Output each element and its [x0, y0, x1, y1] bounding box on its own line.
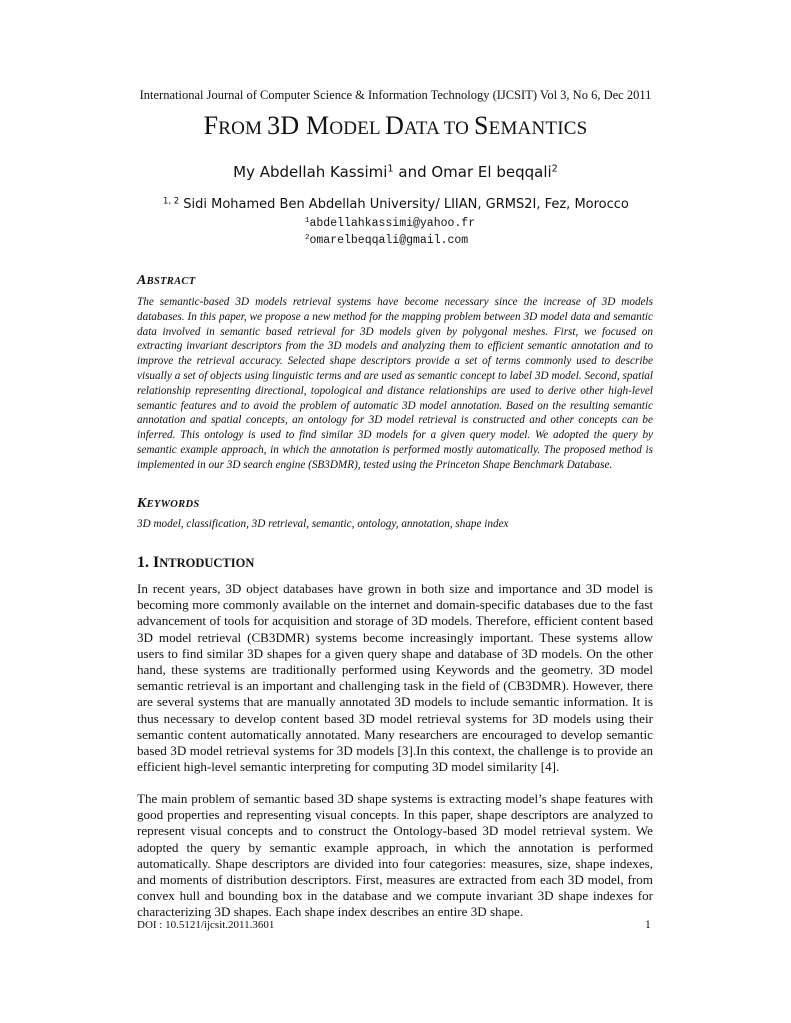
heading-cap: A — [137, 273, 147, 288]
page-number: 1 — [645, 919, 651, 931]
email-superscript: 1 — [305, 216, 310, 225]
title-smallcaps: ODEL — [329, 118, 386, 139]
title-smallcaps: ROM — [218, 118, 268, 139]
affiliation — [163, 197, 629, 212]
heading-number: 1. I — [137, 554, 160, 571]
title-smallcaps: EMANTICS — [488, 118, 588, 139]
author-line — [0, 163, 791, 181]
introduction-heading — [137, 554, 254, 572]
author-superscript: 2 — [551, 163, 558, 175]
abstract-text: The semantic-based 3D models retrieval systems have become necessary since the increase of 3D models databases. In this paper, we propose a new method for the mapping problem between 3D model data and semantic data involved in semantic based retrieval for 3D models given by polygonal meshes. First, we focused on extracting invariant descriptors from the 3D models and analyzing them to efficient semantic annotation and to improve the retrieval accuracy. Selected shape descriptors provide a set of terms commonly used to describe visually a set of objects using linguistic terms and are used as semantic concept to label 3D model. Second, spatial relationship representing directional, topological and distance relationships are used to derive other high-level semantic features and to avoid the problem of automatic 3D model annotation. Based on the resulting semantic annotation and spatial concepts, an ontology for 3D model retrieval is constructed and other concepts can be inferred. This ontology is used to find similar 3D models for a given query model. We adopted the query by semantic example approach, in which the annotation is performed mostly automatically. The proposed method is implemented in our 3D search engine (SB3DMR), tested using the Princeton Shape Benchmark Database. — [137, 296, 653, 471]
heading-cap: K — [137, 496, 147, 511]
keywords-text: 3D model, classification, 3D retrieval, semantic, ontology, annotation, shape index — [137, 518, 509, 530]
journal-header: International Journal of Computer Science & Information Technology (IJCSIT) Vol 3, No 6, Dec 2011 — [139, 88, 652, 102]
heading-smallcaps: EYWORDS — [146, 499, 200, 510]
email-address: omarelbeqqali@gmail.com — [309, 234, 469, 247]
title-cap: F — [203, 111, 219, 140]
keywords-heading — [137, 495, 200, 512]
author-superscript: 1 — [387, 163, 394, 175]
title-part: 3D — [267, 111, 307, 140]
paper-title — [0, 111, 791, 141]
doi-footer: DOI : 10.5121/ijcsit.2011.3601 — [137, 919, 275, 931]
abstract-heading — [137, 272, 195, 289]
affiliation-text: Sidi Mohamed Ben Abdellah University/ LIIAN, GRMS2I, Fez, Morocco — [179, 197, 629, 212]
email-superscript: 2 — [305, 233, 310, 242]
title-cap: M — [306, 111, 330, 140]
title-cap: S — [473, 111, 489, 140]
introduction-paragraph: In recent years, 3D object databases have grown in both size and importance and 3D model is becoming more commonly available on the internet and domain-specific databases due to the fast advancement of tools for acquisition and storage of 3D models. Therefore, efficient content based 3D model retrieval (CB3DMR) systems become increasingly important. These systems allow users to find similar 3D shapes for a given query shape and database of 3D models. On the other hand, these systems are traditionally performed using Keywords and the geometry. 3D model semantic retrieval is an important and challenging task in the field of (CB3DMR). However, there are several systems that are manually annotated 3D models to include semantic information. It is thus necessary to develop content based 3D model retrieval systems for 3D models using their semantic content automatically annotated. Many researchers are encouraged to develop semantic based 3D model retrieval systems for 3D models [3].In this context, the challenge is to provide an efficient high-level semantic interpreting for computing 3D model similarity [4]. — [137, 581, 653, 775]
title-smallcaps: ATA TO — [404, 118, 474, 139]
affiliation-superscript: 1, 2 — [163, 195, 180, 206]
heading-smallcaps: NTRODUCTION — [159, 556, 255, 570]
introduction-paragraph: The main problem of semantic based 3D shape systems is extracting model’s shape features with good properties and representing visual concepts. In this paper, shape descriptors are analyzed to represent visual concepts and to construct the Ontology-based 3D model retrieval system. We adopted the query by semantic example approach, in which the annotation is performed automatically. Shape descriptors are divided into four categories: measures, size, shape indexes, and moments of distribution descriptors. First, measures are extracted from each 3D model, from convex hull and bounding box in the database and we compute invariant 3D shape indexes for characterizing 3D shapes. Each shape index describes an entire 3D shape. — [137, 791, 653, 920]
heading-smallcaps: BSTRACT — [146, 276, 196, 287]
author-name: Omar El beqqali — [431, 163, 552, 181]
author-name: My Abdellah Kassimi — [233, 163, 388, 181]
author-email — [305, 217, 475, 230]
author-connector: and — [393, 163, 432, 181]
title-cap: D — [385, 111, 405, 140]
author-email — [305, 234, 468, 247]
email-address: abdellahkassimi@yahoo.fr — [309, 217, 476, 230]
